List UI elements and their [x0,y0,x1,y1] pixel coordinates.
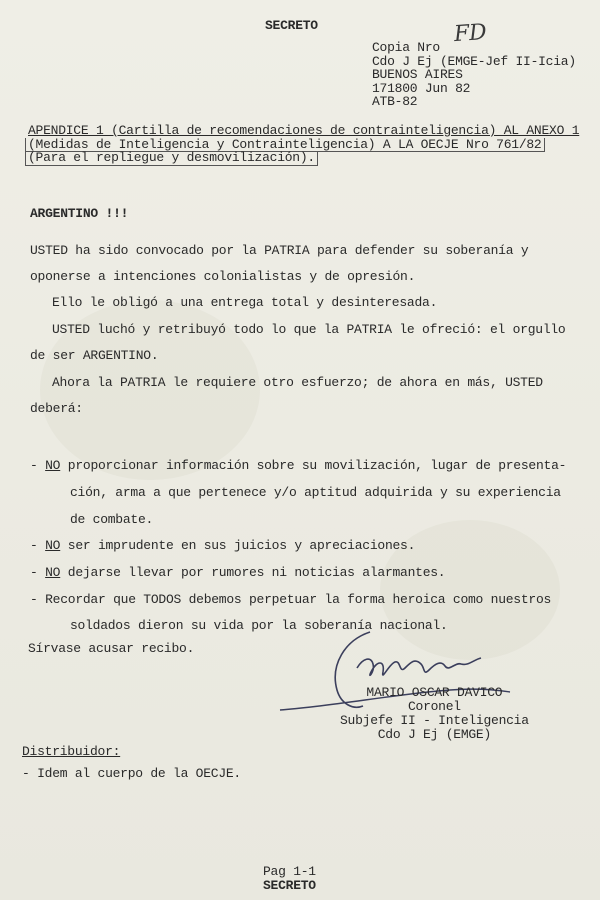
bullet-1-no: NO [45,458,61,473]
bullet-3-no: NO [45,565,61,580]
bullet-marker: - [30,458,38,473]
greeting: ARGENTINO !!! [30,206,129,221]
signatory-position: Subjefe II - Inteligencia [340,713,529,728]
bullet-2-no: NO [45,538,61,553]
bullet-4 [30,592,551,607]
paragraph-1-line-2: oponerse a intenciones colonialistas y de opresión. [30,269,416,284]
distribution-item: - Idem al cuerpo de la OECJE. [22,766,241,781]
bullet-1 [30,458,566,473]
bullet-3 [30,565,445,580]
paragraph-4-line-2: deberá: [30,401,83,416]
paragraph-2: Ello le obligó a una entrega total y desinteresada. [52,295,438,310]
classification-top: SECRETO [265,18,318,33]
signature-stroke [357,658,481,675]
closing-line: Sírvase acusar recibo. [28,641,195,656]
bullet-1-line-3: de combate. [70,512,154,527]
copy-label: Copia Nro [372,40,440,55]
bullet-marker: - [30,592,38,607]
datetime-line: 171800 Jun 82 [372,80,471,96]
city-line: BUENOS AIRES [372,67,463,82]
appendix-title [28,124,579,165]
document-header [372,40,576,108]
command-line: Cdo J Ej (EMGE-Jef II-Icia) [372,53,576,69]
paragraph-4-line-1: Ahora la PATRIA le requiere otro esfuerzo; de ahora en más, USTED [52,375,543,390]
classification-bottom: SECRETO [263,878,316,893]
bullet-marker: - [30,565,38,580]
page-number: Pag 1-1 [263,864,316,879]
signature-block [340,686,529,742]
bullet-3-text: dejarse llevar por rumores ni noticias alarmantes. [60,565,446,580]
paragraph-3-line-2: de ser ARGENTINO. [30,348,159,363]
reference-line: ATB-82 [372,94,418,109]
title-line-2: (Medidas de Inteligencia y Contrainteligencia) A LA OECJE Nro 761/82 [25,138,545,153]
bullet-4-text: Recordar que TODOS debemos perpetuar la forma heroica como nuestros [45,592,552,607]
paragraph-1-line-1: USTED ha sido convocado por la PATRIA para defender su soberanía y [30,243,529,258]
bullet-1-text: proporcionar información sobre su movilización, lugar de presenta- [60,458,567,473]
signatory-rank: Coronel [407,699,461,714]
handwritten-copy-number: FD [453,19,488,48]
bullet-2 [30,538,415,553]
signatory-name: MARIO OSCAR DAVICO [366,685,503,700]
bullet-4-line-2: soldados dieron su vida por la soberanía nacional. [70,618,448,633]
paragraph-3-line-1: USTED luchó y retribuyó todo lo que la PATRIA le ofreció: el orgullo [52,322,566,337]
bullet-marker: - [30,538,38,553]
distribution-title: Distribuidor: [22,744,121,759]
bullet-2-text: ser imprudente en sus juicios y apreciaciones. [60,538,416,553]
title-line-1: APENDICE 1 (Cartilla de recomendaciones de contrainteligencia) AL ANEXO 1 [28,123,580,138]
signatory-unit: Cdo J Ej (EMGE) [377,727,492,742]
bullet-1-line-2: ción, arma a que pertenece y/o aptitud adquirida y su experiencia [70,485,561,500]
title-line-3: (Para el repliegue y desmovilización). [25,151,318,166]
